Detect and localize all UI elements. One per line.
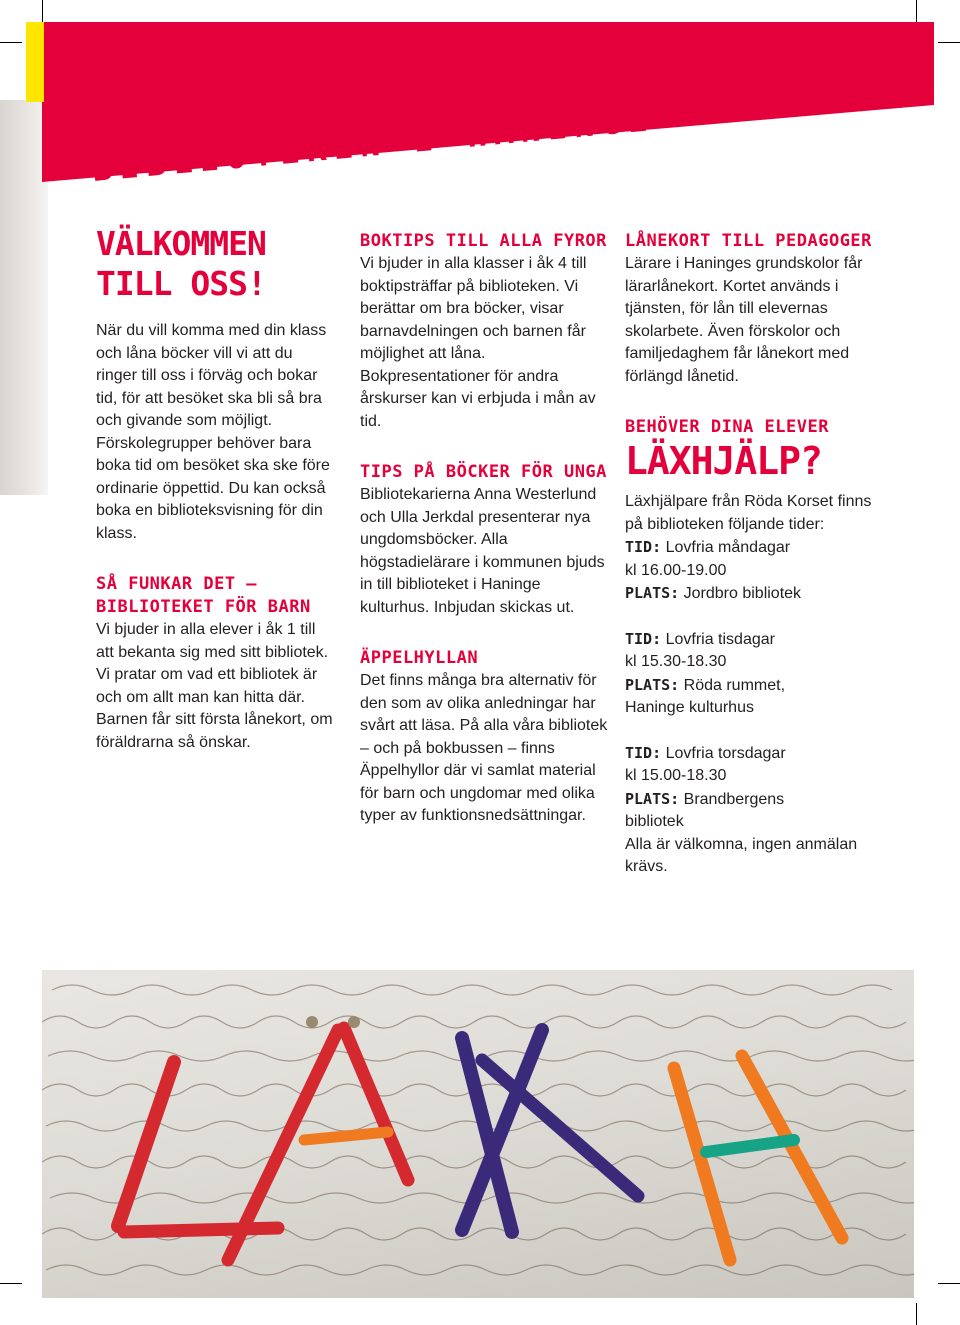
section-heading-laxhjalp-pre: BEHÖVER DINA ELEVER <box>625 417 829 437</box>
section-heading-appelhyllan: ÄPPELHYLLAN <box>360 648 479 668</box>
session-time: kl 15.00-18.30 <box>625 767 727 784</box>
stick-l-vertical <box>118 1062 174 1226</box>
column-1 <box>96 224 342 754</box>
session-plats-2: bibliotek <box>625 813 684 830</box>
laxhjalp-intro: Läxhjälpare från Röda Korset finns på biblioteken följande tider: <box>625 493 872 533</box>
session-item <box>625 742 875 879</box>
session-time: kl 15.30-18.30 <box>625 653 727 670</box>
session-list <box>625 536 875 879</box>
section-heading-lanekort: LÅNEKORT TILL PEDAGOGER <box>625 231 872 251</box>
stick-a2-left <box>674 1068 730 1260</box>
tid-label: TID: <box>625 743 662 762</box>
umlaut-dot-1 <box>306 1016 318 1028</box>
section-text-unga: Bibliotekarierna Anna Westerlund och Ulla Jerkdal presenterar nya ungdomsböcker. Alla högstadielärare i kommunen bjuds in till biblioteket i Haninge kulturhus. Inbjudan skickas ut. <box>360 486 605 616</box>
yellow-accent-strip <box>26 22 44 102</box>
section-text-boktips: Vi bjuder in alla klasser i åk 4 till boktipsträffar på biblioteken. Vi berättar om bra böcker, visar barnavdelningen och barnen får möjlighet att låna. Bokpresentationer för andra årskurser kan vi erbjuda i mån av tid. <box>360 255 596 430</box>
crop-mark <box>938 1283 960 1284</box>
session-plats: Brandbergens <box>683 790 785 808</box>
matchsticks <box>118 1016 842 1260</box>
section-text-lanekort: Lärare i Haninges grundskolor får lärarlånekort. Kortet används i tjänsten, för lån till elevernas skolarbete. Även förskolor och familjedaghem får lånekort med förlängd lånetid. <box>625 255 863 385</box>
column-2 <box>360 230 610 828</box>
welcome-text: När du vill komma med din klass och låna böcker vill vi att du ringer till oss i förväg och bokar tid, för att besöket ska bli så bra och givande som möjligt. Förskolegrupper behöver bara boka tid om besöket ska ske före ordinarie öppettid. Du kan också boka en biblioteksvisning för din klass. <box>96 322 330 542</box>
section-heading-barn: SÅ FUNKAR DET – BIBLIOTEKET FÖR BARN <box>96 574 311 617</box>
section-text-appelhyllan: Det finns många bra alternativ för den som av olika anledningar har svårt att läsa. På alla våra bibliotek – och på bokbussen – finns Äppelhyllor där vi samlat material för barn och ungdomar med olika typer av funktionsnedsättningar. <box>360 672 608 824</box>
session-tid: Lovfria måndagar <box>665 539 791 556</box>
crop-mark <box>0 1283 22 1284</box>
section-heading-unga: TIPS PÅ BÖCKER FÖR UNGA <box>360 462 607 482</box>
crop-mark <box>916 1303 917 1325</box>
session-item <box>625 628 875 720</box>
session-item <box>625 536 875 606</box>
banner-title: BIBLIOTEKEN I HANINGE <box>90 99 656 189</box>
session-plats: Jordbro bibliotek <box>683 585 802 602</box>
tid-label: TID: <box>625 538 662 556</box>
section-heading-laxhjalp: LÄXHJÄLP? <box>625 439 822 483</box>
stick-a2-bar <box>706 1140 794 1152</box>
column-3 <box>625 230 875 879</box>
laxhjalp-footer: Alla är välkomna, ingen anmälan krävs. <box>625 835 858 875</box>
session-time: kl 16.00-19.00 <box>625 561 727 579</box>
welcome-heading: VÄLKOMMEN TILL OSS! <box>96 224 266 303</box>
session-tid: Lovfria tisdagar <box>665 630 775 648</box>
session-plats-2: Haninge kulturhus <box>625 699 754 716</box>
plats-label: PLATS: <box>625 584 680 602</box>
section-heading-boktips: BOKTIPS TILL ALLA FYROR <box>360 231 607 251</box>
plats-label: PLATS: <box>625 789 680 808</box>
umlaut-dot-2 <box>348 1016 360 1028</box>
laxa-photo <box>42 970 914 1298</box>
stick-l-foot <box>124 1228 278 1232</box>
plats-label: PLATS: <box>625 675 680 694</box>
section-text-barn: Vi bjuder in alla elever i åk 1 till att bekanta sig med sitt bibliotek. Vi pratar om vad ett bibliotek är och om allt man kan hitta där. Barnen får sitt första lånekort, om föräldrarna så önskar. <box>96 621 333 751</box>
tid-label: TID: <box>625 629 662 648</box>
session-tid: Lovfria torsdagar <box>665 744 786 762</box>
laxa-sticks-illustration <box>42 970 914 1298</box>
stick-a1-bar <box>304 1132 388 1140</box>
session-plats: Röda rummet, <box>683 676 786 694</box>
